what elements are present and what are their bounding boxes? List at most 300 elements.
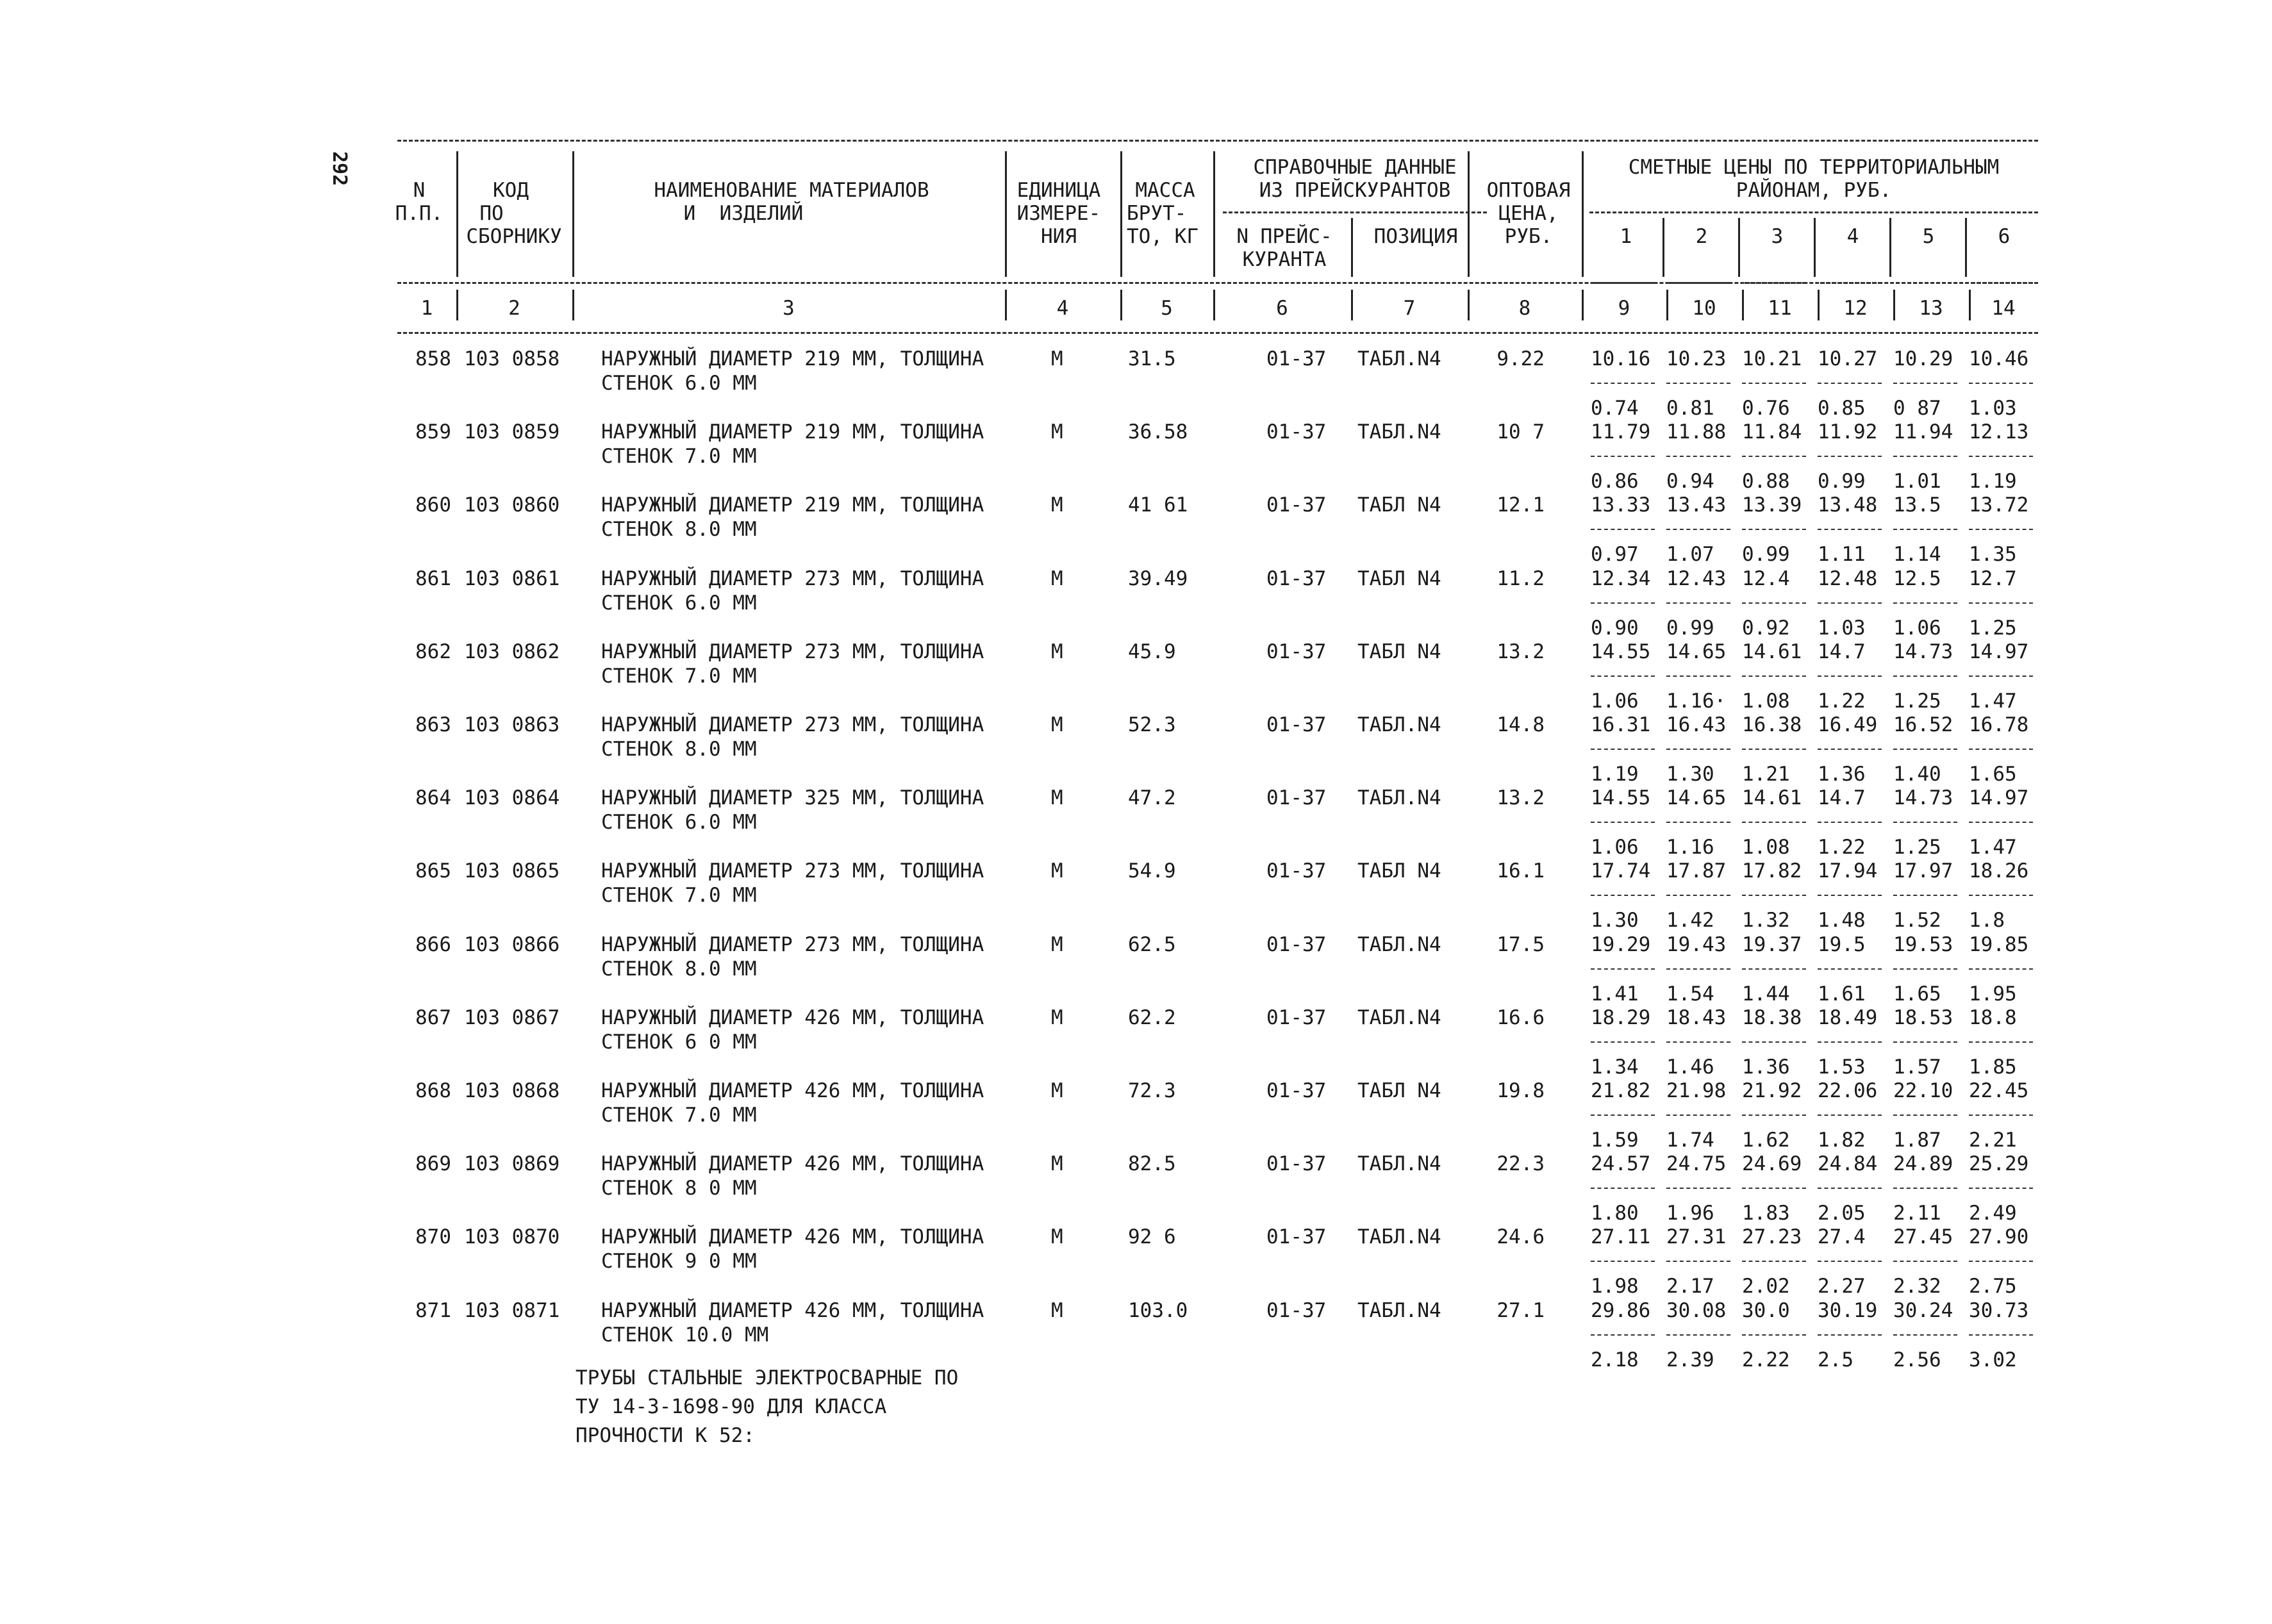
row-estimate-price: 14.97 bbox=[1969, 640, 2029, 663]
row-number: 858 bbox=[415, 347, 451, 370]
row-pricelist-number: 01-37 bbox=[1266, 1299, 1327, 1322]
row-estimate-price: 14.7 bbox=[1818, 786, 1866, 809]
price-separator bbox=[1893, 1261, 1957, 1262]
row-estimate-price: 18.49 bbox=[1818, 1006, 1878, 1029]
row-estimate-price: 12.48 bbox=[1818, 567, 1878, 590]
row-estimate-extra: 1.03 bbox=[1969, 397, 2017, 420]
column-number-separator bbox=[1468, 290, 1470, 320]
row-number: 864 bbox=[415, 786, 451, 809]
row-estimate-extra: 0.76 bbox=[1742, 397, 1790, 420]
row-estimate-price: 11.92 bbox=[1818, 420, 1878, 443]
row-unit: М bbox=[1051, 713, 1063, 736]
row-estimate-extra: 1.47 bbox=[1969, 836, 2017, 859]
row-mass: 54.9 bbox=[1128, 859, 1176, 882]
header-separator bbox=[1814, 218, 1816, 277]
row-estimate-extra: 1.03 bbox=[1818, 617, 1866, 640]
price-separator bbox=[1591, 1114, 1655, 1116]
row-estimate-extra: 1.87 bbox=[1893, 1129, 1941, 1152]
header-mass-line3: ТО, КГ bbox=[1127, 225, 1198, 248]
row-pricelist-number: 01-37 bbox=[1266, 933, 1327, 956]
row-name-line2: СТЕНОК 8.0 ММ bbox=[601, 738, 757, 761]
row-estimate-extra: 1.62 bbox=[1742, 1129, 1790, 1152]
column-number-1: 1 bbox=[420, 297, 433, 320]
row-unit: М bbox=[1051, 640, 1063, 663]
row-position: ТАБЛ N4 bbox=[1357, 1079, 1441, 1102]
section-title-line2: ТУ 14-3-1698-90 ДЛЯ КЛАССА bbox=[576, 1395, 887, 1418]
price-separator bbox=[1893, 822, 1957, 823]
row-number: 866 bbox=[415, 933, 451, 956]
row-estimate-price: 16.38 bbox=[1742, 713, 1802, 736]
row-estimate-price: 18.53 bbox=[1893, 1006, 1953, 1029]
price-separator bbox=[1893, 1334, 1957, 1336]
row-estimate-extra: 1.95 bbox=[1969, 982, 2017, 1006]
row-estimate-price: 24.89 bbox=[1893, 1152, 1953, 1175]
header-separator bbox=[1965, 218, 1967, 277]
row-wholesale-price: 27.1 bbox=[1497, 1299, 1545, 1322]
row-mass: 31.5 bbox=[1128, 347, 1176, 370]
row-estimate-price: 14.7 bbox=[1818, 640, 1866, 663]
row-mass: 39.49 bbox=[1128, 567, 1188, 590]
row-estimate-price: 13.5 bbox=[1893, 493, 1941, 517]
row-estimate-extra: 2.17 bbox=[1666, 1275, 1714, 1298]
row-estimate-price: 19.43 bbox=[1666, 933, 1727, 956]
row-unit: М bbox=[1051, 420, 1063, 443]
row-name-line1: НАРУЖНЫЙ ДИАМЕТР 273 ММ, ТОЛЩИНА bbox=[601, 713, 984, 736]
price-separator bbox=[1591, 456, 1655, 457]
row-wholesale-price: 13.2 bbox=[1497, 640, 1545, 663]
header-ref-line2: ИЗ ПРЕЙСКУРАНТОВ bbox=[1259, 179, 1451, 202]
row-unit: М bbox=[1051, 1225, 1063, 1248]
row-pricelist-number: 01-37 bbox=[1266, 859, 1327, 882]
row-estimate-extra: 3.02 bbox=[1969, 1348, 2017, 1371]
row-estimate-price: 12.5 bbox=[1893, 567, 1941, 590]
row-code: 103 0859 bbox=[464, 420, 560, 443]
header-code-line1: КОД bbox=[493, 179, 529, 202]
row-estimate-price: 27.11 bbox=[1591, 1225, 1651, 1248]
region-underline bbox=[1896, 282, 1957, 284]
header-separator bbox=[1005, 151, 1007, 277]
row-estimate-extra: 1.08 bbox=[1742, 836, 1790, 859]
row-estimate-extra: 1.65 bbox=[1893, 982, 1941, 1006]
price-separator bbox=[1742, 1114, 1806, 1116]
row-estimate-extra: 2.02 bbox=[1742, 1275, 1790, 1298]
row-estimate-extra: 1.53 bbox=[1818, 1056, 1866, 1079]
price-separator bbox=[1818, 1041, 1882, 1043]
column-number-11: 11 bbox=[1768, 297, 1792, 320]
column-number-separator bbox=[572, 290, 574, 320]
row-name-line1: НАРУЖНЫЙ ДИАМЕТР 273 ММ, ТОЛЩИНА bbox=[601, 567, 984, 590]
row-estimate-extra: 0.92 bbox=[1742, 617, 1790, 640]
row-estimate-price: 30.73 bbox=[1969, 1299, 2029, 1322]
row-code: 103 0871 bbox=[464, 1299, 560, 1322]
row-estimate-price: 27.90 bbox=[1969, 1225, 2029, 1248]
row-estimate-price: 16.49 bbox=[1818, 713, 1878, 736]
column-number-10: 10 bbox=[1692, 297, 1716, 320]
row-estimate-price: 27.31 bbox=[1666, 1225, 1727, 1248]
row-estimate-extra: 1.30 bbox=[1591, 909, 1639, 932]
column-number-5: 5 bbox=[1161, 297, 1173, 320]
column-number-13: 13 bbox=[1919, 297, 1943, 320]
price-separator bbox=[1969, 895, 2033, 896]
row-estimate-extra: 1.46 bbox=[1666, 1056, 1714, 1079]
row-mass: 52.3 bbox=[1128, 713, 1176, 736]
row-number: 870 bbox=[415, 1225, 451, 1248]
header-separator bbox=[1738, 218, 1740, 277]
row-pricelist-number: 01-37 bbox=[1266, 1152, 1327, 1175]
header-region-4: 4 bbox=[1846, 225, 1859, 248]
header-separator bbox=[1663, 218, 1664, 277]
row-estimate-price: 14.61 bbox=[1742, 640, 1802, 663]
row-estimate-extra: 1.01 bbox=[1893, 470, 1941, 493]
row-position: ТАБЛ N4 bbox=[1357, 493, 1441, 517]
header-separator bbox=[1351, 218, 1353, 277]
header-region-1: 1 bbox=[1620, 225, 1632, 248]
price-separator bbox=[1893, 383, 1957, 384]
row-name-line1: НАРУЖНЫЙ ДИАМЕТР 426 ММ, ТОЛЩИНА bbox=[601, 1006, 984, 1029]
row-mass: 72.3 bbox=[1128, 1079, 1176, 1102]
header-region-2: 2 bbox=[1695, 225, 1708, 248]
header-code-line2: ПО bbox=[479, 202, 504, 225]
row-estimate-price: 10.21 bbox=[1742, 347, 1802, 370]
row-position: ТАБЛ.N4 bbox=[1357, 933, 1441, 956]
row-estimate-extra: 1.82 bbox=[1818, 1129, 1866, 1152]
row-number: 863 bbox=[415, 713, 451, 736]
row-name-line2: СТЕНОК 8 0 ММ bbox=[601, 1177, 757, 1200]
row-estimate-price: 19.37 bbox=[1742, 933, 1802, 956]
row-name-line1: НАРУЖНЫЙ ДИАМЕТР 273 ММ, ТОЛЩИНА bbox=[601, 640, 984, 663]
row-estimate-price: 16.78 bbox=[1969, 713, 2029, 736]
row-pricelist-number: 01-37 bbox=[1266, 567, 1327, 590]
row-estimate-extra: 1.59 bbox=[1591, 1129, 1639, 1152]
price-separator bbox=[1591, 1041, 1655, 1043]
row-pricelist-number: 01-37 bbox=[1266, 786, 1327, 809]
row-estimate-extra: 0.97 bbox=[1591, 543, 1639, 566]
row-estimate-price: 10.16 bbox=[1591, 347, 1651, 370]
price-separator bbox=[1969, 1041, 2033, 1043]
row-code: 103 0862 bbox=[464, 640, 560, 663]
row-estimate-price: 21.82 bbox=[1591, 1079, 1651, 1102]
region-underline bbox=[1669, 282, 1730, 284]
header-separator bbox=[1468, 151, 1470, 277]
region-underline bbox=[1820, 282, 1882, 284]
price-separator bbox=[1893, 456, 1957, 457]
header-unit-line3: НИЯ bbox=[1041, 225, 1077, 248]
row-estimate-extra: 1.61 bbox=[1818, 982, 1866, 1006]
row-estimate-price: 12.4 bbox=[1742, 567, 1790, 590]
header-n-line2: П.П. bbox=[395, 202, 444, 225]
column-number-separator bbox=[1213, 290, 1215, 320]
row-estimate-price: 14.97 bbox=[1969, 786, 2029, 809]
price-separator bbox=[1666, 1334, 1730, 1336]
row-estimate-extra: 1.36 bbox=[1818, 763, 1866, 786]
price-separator bbox=[1969, 1114, 2033, 1116]
row-number: 862 bbox=[415, 640, 451, 663]
row-estimate-extra: 0.74 bbox=[1591, 397, 1639, 420]
section-title-line3: ПРОЧНОСТИ К 52: bbox=[576, 1424, 755, 1447]
header-n-line1: N bbox=[413, 179, 426, 202]
row-estimate-price: 27.45 bbox=[1893, 1225, 1953, 1248]
row-estimate-price: 16.31 bbox=[1591, 713, 1651, 736]
price-separator bbox=[1591, 602, 1655, 604]
row-name-line2: СТЕНОК 7.0 ММ bbox=[601, 665, 757, 688]
row-estimate-extra: 1.25 bbox=[1969, 617, 2017, 640]
row-name-line1: НАРУЖНЫЙ ДИАМЕТР 273 ММ, ТОЛЩИНА bbox=[601, 933, 984, 956]
row-estimate-price: 13.33 bbox=[1591, 493, 1651, 517]
price-separator bbox=[1818, 749, 1882, 750]
header-regions-line1: СМЕТНЫЕ ЦЕНЫ ПО ТЕРРИТОРИАЛЬНЫМ bbox=[1628, 156, 2000, 179]
row-estimate-extra: 2.21 bbox=[1969, 1129, 2017, 1152]
row-estimate-price: 22.10 bbox=[1893, 1079, 1953, 1102]
row-name-line2: СТЕНОК 6.0 ММ bbox=[601, 592, 757, 615]
row-estimate-price: 27.4 bbox=[1818, 1225, 1866, 1248]
row-mass: 82.5 bbox=[1128, 1152, 1176, 1175]
price-separator bbox=[1893, 1188, 1957, 1189]
row-estimate-price: 17.94 bbox=[1818, 859, 1878, 882]
price-separator bbox=[1969, 1188, 2033, 1189]
row-estimate-extra: 1.47 bbox=[1969, 690, 2017, 713]
row-name-line2: СТЕНОК 9 0 ММ bbox=[601, 1250, 757, 1273]
header-separator bbox=[1582, 151, 1584, 277]
row-name-line1: НАРУЖНЫЙ ДИАМЕТР 273 ММ, ТОЛЩИНА bbox=[601, 859, 984, 882]
row-estimate-price: 10.29 bbox=[1893, 347, 1953, 370]
row-wholesale-price: 22.3 bbox=[1497, 1152, 1545, 1175]
price-separator bbox=[1591, 895, 1655, 896]
row-estimate-price: 12.43 bbox=[1666, 567, 1727, 590]
row-estimate-extra: 1.19 bbox=[1969, 470, 2017, 493]
column-number-14: 14 bbox=[1991, 297, 2016, 320]
price-separator bbox=[1666, 968, 1730, 970]
row-wholesale-price: 14.8 bbox=[1497, 713, 1545, 736]
price-separator bbox=[1969, 968, 2033, 970]
price-separator bbox=[1591, 529, 1655, 530]
row-code: 103 0869 bbox=[464, 1152, 560, 1175]
price-separator bbox=[1742, 1041, 1806, 1043]
row-estimate-extra: 1.42 bbox=[1666, 909, 1714, 932]
row-name-line2: СТЕНОК 10.0 ММ bbox=[601, 1323, 769, 1346]
row-code: 103 0861 bbox=[464, 567, 560, 590]
row-number: 869 bbox=[415, 1152, 451, 1175]
row-estimate-extra: 1.96 bbox=[1666, 1202, 1714, 1225]
row-estimate-price: 11.88 bbox=[1666, 420, 1727, 443]
row-mass: 62.5 bbox=[1128, 933, 1176, 956]
row-estimate-price: 17.97 bbox=[1893, 859, 1953, 882]
row-estimate-extra: 1.08 bbox=[1742, 690, 1790, 713]
row-position: ТАБЛ.N4 bbox=[1357, 347, 1441, 370]
row-unit: М bbox=[1051, 933, 1063, 956]
price-separator bbox=[1893, 529, 1957, 530]
header-separator bbox=[1889, 218, 1891, 277]
row-number: 865 bbox=[415, 859, 451, 882]
column-number-4: 4 bbox=[1056, 297, 1069, 320]
price-separator bbox=[1969, 1334, 2033, 1336]
row-estimate-extra: 2.05 bbox=[1818, 1202, 1866, 1225]
price-separator bbox=[1818, 602, 1882, 604]
column-number-6: 6 bbox=[1276, 297, 1288, 320]
row-estimate-price: 17.74 bbox=[1591, 859, 1651, 882]
price-separator bbox=[1666, 1188, 1730, 1189]
row-estimate-extra: 1.35 bbox=[1969, 543, 2017, 566]
row-pricelist-number: 01-37 bbox=[1266, 347, 1327, 370]
row-position: ТАБЛ.N4 bbox=[1357, 1006, 1441, 1029]
row-estimate-extra: 1.19 bbox=[1591, 763, 1639, 786]
row-estimate-extra: 1.34 bbox=[1591, 1056, 1639, 1079]
row-wholesale-price: 12.1 bbox=[1497, 493, 1545, 517]
column-number-separator bbox=[1582, 290, 1584, 320]
row-estimate-price: 17.82 bbox=[1742, 859, 1802, 882]
price-separator bbox=[1666, 1114, 1730, 1116]
price-separator bbox=[1591, 749, 1655, 750]
row-estimate-extra: 0.88 bbox=[1742, 470, 1790, 493]
price-separator bbox=[1742, 529, 1806, 530]
row-wholesale-price: 24.6 bbox=[1497, 1225, 1545, 1248]
rule-header-mid bbox=[1223, 211, 1487, 213]
price-separator bbox=[1818, 675, 1882, 677]
row-wholesale-price: 9.22 bbox=[1497, 347, 1545, 370]
region-underline bbox=[1971, 282, 2033, 284]
column-number-9: 9 bbox=[1618, 297, 1630, 320]
price-separator bbox=[1666, 602, 1730, 604]
row-estimate-extra: 1.25 bbox=[1893, 836, 1941, 859]
price-separator bbox=[1666, 822, 1730, 823]
price-separator bbox=[1591, 968, 1655, 970]
header-pk-line1: N ПРЕЙС- bbox=[1236, 225, 1332, 248]
header-code-line3: СБОРНИКУ bbox=[466, 225, 562, 248]
row-pricelist-number: 01-37 bbox=[1266, 1006, 1327, 1029]
row-name-line2: СТЕНОК 7.0 ММ bbox=[601, 1104, 757, 1127]
price-separator bbox=[1818, 383, 1882, 384]
row-estimate-extra: 0.90 bbox=[1591, 617, 1639, 640]
row-unit: М bbox=[1051, 786, 1063, 809]
price-separator bbox=[1969, 749, 2033, 750]
row-name-line1: НАРУЖНЫЙ ДИАМЕТР 219 ММ, ТОЛЩИНА bbox=[601, 347, 984, 370]
row-estimate-price: 10.46 bbox=[1969, 347, 2029, 370]
price-separator bbox=[1818, 529, 1882, 530]
column-number-12: 12 bbox=[1843, 297, 1868, 320]
price-separator bbox=[1969, 456, 2033, 457]
row-number: 861 bbox=[415, 567, 451, 590]
row-pricelist-number: 01-37 bbox=[1266, 713, 1327, 736]
row-estimate-extra: 1.06 bbox=[1591, 836, 1639, 859]
row-number: 867 bbox=[415, 1006, 451, 1029]
row-mass: 45.9 bbox=[1128, 640, 1176, 663]
column-number-separator bbox=[1969, 290, 1971, 320]
row-unit: М bbox=[1051, 493, 1063, 517]
row-estimate-price: 11.94 bbox=[1893, 420, 1953, 443]
row-estimate-price: 14.73 bbox=[1893, 786, 1953, 809]
price-separator bbox=[1893, 968, 1957, 970]
row-name-line2: СТЕНОК 6.0 ММ bbox=[601, 372, 757, 395]
row-estimate-price: 21.98 bbox=[1666, 1079, 1727, 1102]
row-estimate-extra: 1.48 bbox=[1818, 909, 1866, 932]
row-estimate-price: 12.34 bbox=[1591, 567, 1651, 590]
row-estimate-extra: 0.99 bbox=[1818, 470, 1866, 493]
price-separator bbox=[1742, 749, 1806, 750]
row-estimate-price: 25.29 bbox=[1969, 1152, 2029, 1175]
price-separator bbox=[1893, 1041, 1957, 1043]
region-underline bbox=[1745, 282, 1806, 284]
row-estimate-extra: 1.8 bbox=[1969, 909, 2005, 932]
row-pricelist-number: 01-37 bbox=[1266, 640, 1327, 663]
row-estimate-price: 22.06 bbox=[1818, 1079, 1878, 1102]
row-position: ТАБЛ.N4 bbox=[1357, 1299, 1441, 1322]
row-estimate-extra: 1.11 bbox=[1818, 543, 1866, 566]
section-title-line1: ТРУБЫ СТАЛЬНЫЕ ЭЛЕКТРОСВАРНЫЕ ПО bbox=[576, 1366, 959, 1389]
price-separator bbox=[1666, 456, 1730, 457]
column-number-separator bbox=[1005, 290, 1007, 320]
row-estimate-price: 18.38 bbox=[1742, 1006, 1802, 1029]
column-number-2: 2 bbox=[508, 297, 520, 320]
price-separator bbox=[1818, 895, 1882, 896]
column-number-separator bbox=[1666, 290, 1668, 320]
price-separator bbox=[1666, 1041, 1730, 1043]
row-pricelist-number: 01-37 bbox=[1266, 1079, 1327, 1102]
row-name-line2: СТЕНОК 8.0 ММ bbox=[601, 957, 757, 981]
header-mass-line1: МАССА bbox=[1135, 179, 1195, 202]
row-name-line1: НАРУЖНЫЙ ДИАМЕТР 426 ММ, ТОЛЩИНА bbox=[601, 1152, 984, 1175]
row-code: 103 0866 bbox=[464, 933, 560, 956]
row-number: 859 bbox=[415, 420, 451, 443]
row-position: ТАБЛ.N4 bbox=[1357, 786, 1441, 809]
price-separator bbox=[1591, 822, 1655, 823]
row-estimate-price: 24.57 bbox=[1591, 1152, 1651, 1175]
row-number: 871 bbox=[415, 1299, 451, 1322]
row-estimate-extra: 2.18 bbox=[1591, 1348, 1639, 1371]
row-estimate-price: 11.79 bbox=[1591, 420, 1651, 443]
row-estimate-extra: 2.5 bbox=[1818, 1348, 1853, 1371]
row-estimate-extra: 2.32 bbox=[1893, 1275, 1941, 1298]
price-separator bbox=[1742, 602, 1806, 604]
row-wholesale-price: 16.6 bbox=[1497, 1006, 1545, 1029]
row-unit: М bbox=[1051, 1079, 1063, 1102]
row-position: ТАБЛ.N4 bbox=[1357, 420, 1441, 443]
row-estimate-price: 13.72 bbox=[1969, 493, 2029, 517]
region-underline bbox=[1593, 282, 1655, 284]
row-wholesale-price: 11.2 bbox=[1497, 567, 1545, 590]
row-estimate-extra: 2.22 bbox=[1742, 1348, 1790, 1371]
rule-header-mid-regions bbox=[1589, 211, 2038, 213]
row-estimate-extra: 1.07 bbox=[1666, 543, 1714, 566]
row-estimate-price: 12.13 bbox=[1969, 420, 2029, 443]
row-mass: 36.58 bbox=[1128, 420, 1188, 443]
row-estimate-extra: 1.25 bbox=[1893, 690, 1941, 713]
row-estimate-price: 13.43 bbox=[1666, 493, 1727, 517]
row-estimate-extra: 1.83 bbox=[1742, 1202, 1790, 1225]
row-estimate-extra: 1.21 bbox=[1742, 763, 1790, 786]
row-wholesale-price: 16.1 bbox=[1497, 859, 1545, 882]
row-code: 103 0864 bbox=[464, 786, 560, 809]
row-estimate-extra: 1.85 bbox=[1969, 1056, 2017, 1079]
row-code: 103 0863 bbox=[464, 713, 560, 736]
row-estimate-extra: 1.40 bbox=[1893, 763, 1941, 786]
price-separator bbox=[1969, 529, 2033, 530]
row-estimate-price: 30.08 bbox=[1666, 1299, 1727, 1322]
column-number-separator bbox=[1893, 290, 1895, 320]
price-separator bbox=[1742, 383, 1806, 384]
row-pricelist-number: 01-37 bbox=[1266, 1225, 1327, 1248]
row-estimate-extra: 2.11 bbox=[1893, 1202, 1941, 1225]
row-unit: М bbox=[1051, 859, 1063, 882]
row-name-line1: НАРУЖНЫЙ ДИАМЕТР 426 ММ, ТОЛЩИНА bbox=[601, 1225, 984, 1248]
row-estimate-price: 19.5 bbox=[1818, 933, 1866, 956]
row-estimate-extra: 0.86 bbox=[1591, 470, 1639, 493]
row-estimate-price: 12.7 bbox=[1969, 567, 2017, 590]
row-estimate-extra: 1.16 bbox=[1666, 836, 1714, 859]
price-separator bbox=[1818, 1114, 1882, 1116]
row-name-line1: НАРУЖНЫЙ ДИАМЕТР 426 ММ, ТОЛЩИНА bbox=[601, 1079, 984, 1102]
row-estimate-extra: 1.06 bbox=[1893, 617, 1941, 640]
row-estimate-extra: 0.81 bbox=[1666, 397, 1714, 420]
column-number-separator bbox=[1742, 290, 1744, 320]
